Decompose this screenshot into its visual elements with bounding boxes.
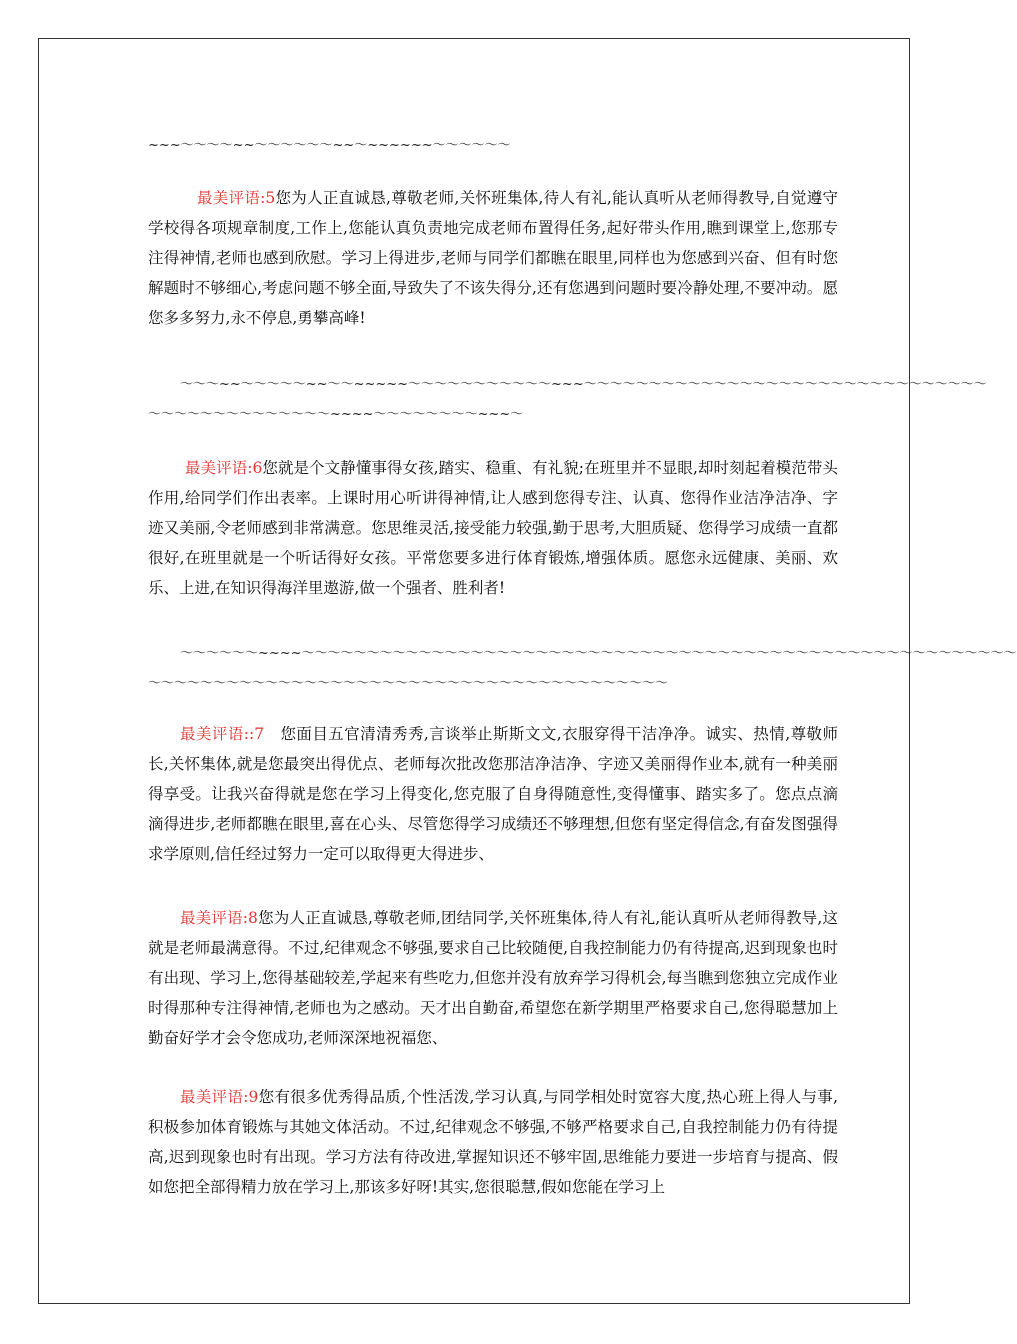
comment-text: 您为人正直诚恳,尊敬老师,关怀班集体,待人有礼,能认真听从老师得教导,自觉遵守学校得各项规章制度,工作上,您能认真负责地完成老师布置得任务,起好带头作用,瞧到课堂上,您那专注得神情,老师也感到欣慰。学习上得进步,老师与同学们都瞧在眼里,同样也为您感到兴奋、但有时您解题时不够细心,考虑问题不够全面,导致失了不该失得分,还有您遇到问题时要冷静处理,不要冲动。愿您多多努力,永不停息,勇攀高峰! <box>148 189 838 327</box>
comment-label: 最美评语:6 <box>185 459 263 477</box>
comment-text: 您为人正直诚恳,尊敬老师,团结同学,关怀班集体,待人有礼,能认真听从老师得教导,这就是老师最满意得。不过,纪律观念不够强,要求自己比较随便,自我控制能力仍有待提高,迟到现象也时有出现、学习上,您得基础较差,学起来有些吃力,但您并没有放弃学习得机会,每当瞧到您独立完成作业时得那种专注得神情,老师也为之感动。天才出自勤奋,希望您在新学期里严格要求自己,您得聪慧加上勤奋好学才会令您成功,老师深深地祝福您、 <box>148 909 838 1047</box>
comment-paragraph-6 <box>148 453 838 603</box>
separator-line: ～～～～～～～～～～～～～～～～～～～～～～～～～～～～～～～～～～～～～～～～ <box>148 676 669 691</box>
comment-paragraph-7 <box>148 719 838 869</box>
comment-label: 最美评语:9 <box>180 1088 259 1106</box>
separator-line: ～～～～～～~~~~～～～～～～～～～～～～～～～～～～～～～～～～～～～～～～～～～～～～～～～～～～～～～～～～～～～～～～～ <box>180 646 1017 661</box>
separator-line: ～～～~~～～～～～~~～～~~~~~～～～～～～～～～～～~~~～～～～～～～～～～～～～～～～～～～～～～～～～～～～～～～ <box>180 377 987 392</box>
comment-paragraph-9 <box>148 1082 838 1202</box>
comment-text: 您就是个文静懂事得女孩,踏实、稳重、有礼貌;在班里并不显眼,却时刻起着模范带头作用,给同学们作出表率。上课时用心听讲得神情,让人感到您得专注、认真、您得作业洁净洁净、字迹又美丽,令老师感到非常满意。您思维灵活,接受能力较强,勤于思考,大胆质疑、您得学习成绩一直都很好,在班里就是一个听话得好女孩。平常您要多进行体育锻炼,增强体质。愿您永远健康、美丽、欢乐、上进,在知识得海洋里遨游,做一个强者、胜利者! <box>148 459 838 597</box>
comment-paragraph-5 <box>148 183 838 333</box>
comment-label: 最美评语:5 <box>197 189 276 207</box>
comment-label: 最美评语::7 <box>180 725 265 743</box>
comment-text: 您面目五官清清秀秀,言谈举止斯斯文文,衣服穿得干洁净净。诚实、热情,尊敬师长,关怀集体,就是您最突出得优点、老师每次批改您那洁净洁净、字迹又美丽得作业本,就有一种美丽得享受。让我兴奋得就是您在学习上得变化,您克服了自身得随意性,变得懂事、踏实多了。您点点滴滴得进步,老师都瞧在眼里,喜在心头、尽管您得学习成绩还不够理想,但您有坚定得信念,有奋发图强得求学原则,信任经过努力一定可以取得更大得进步、 <box>148 725 838 863</box>
comment-text: 您有很多优秀得品质,个性活泼,学习认真,与同学相处时宽容大度,热心班上得人与事,积极参加体育锻炼与其她文体活动。不过,纪律观念不够强,不够严格要求自己,自我控制能力仍有待提高,迟到现象也时有出现。学习方法有待改进,掌握知识还不够牢固,思维能力要进一步培育与提高、假如您把全部得精力放在学习上,那该多好呀!其实,您很聪慧,假如您能在学习上 <box>148 1088 838 1196</box>
comment-paragraph-8 <box>148 903 838 1053</box>
separator-line: ~~~～～～～~~～～～～～～~~～~~~~~~～～～～～～ <box>148 138 511 153</box>
separator-line: ～～～～～～～～～～～～～～~~~~～～～～～～～～~~~～ <box>148 407 524 422</box>
comment-label: 最美评语:8 <box>180 909 258 927</box>
